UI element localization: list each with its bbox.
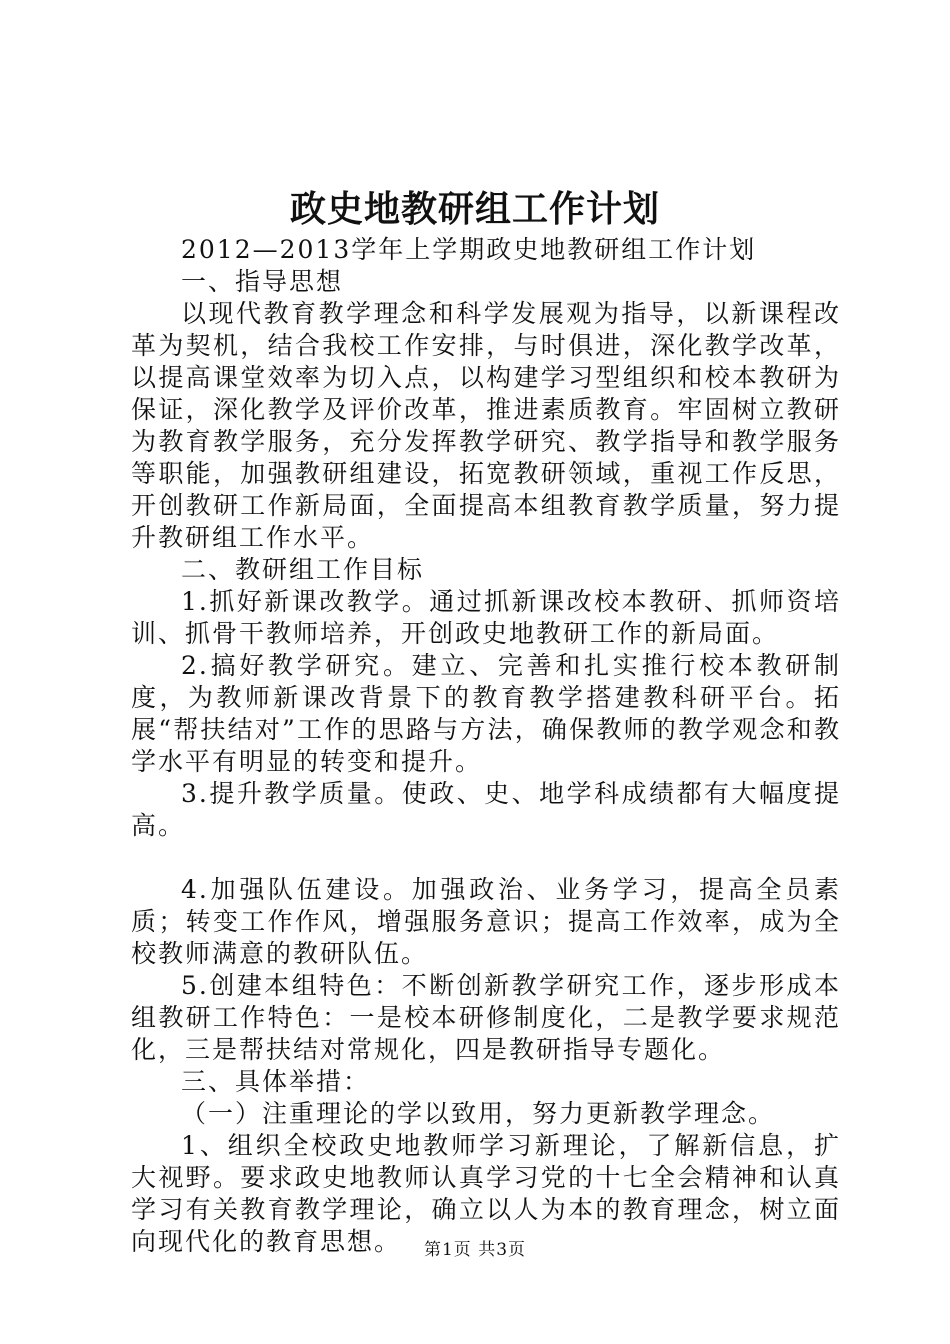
goal-paragraph-5: 5.创建本组特色：不断创新教学研究工作，逐步形成本组教研工作特色：一是校本研修制度化，二是教学要求规范化，三是帮扶结对常规化，四是教研指导专题化。 [131, 971, 841, 1064]
section-heading-guiding-ideology: 一、指导思想 [181, 267, 344, 296]
section-heading-work-goals: 二、教研组工作目标 [181, 555, 425, 584]
goal-paragraph-1: 1.抓好新课改教学。通过抓新课改校本教研、抓师资培训、抓骨干教师培养，开创政史地教研工作的新局面。 [131, 587, 841, 648]
paragraph-spacer [131, 842, 841, 874]
goal-paragraph-4: 4.加强队伍建设。加强政治、业务学习，提高全员素质；转变工作作风，增强服务意识；提高工作效率，成为全校教师满意的教研队伍。 [131, 875, 841, 968]
subtitle-paragraph: 2012—2013学年上学期政史地教研组工作计划 [181, 235, 757, 264]
goal-paragraph-2: 2.搞好教学研究。建立、完善和扎实推行校本教研制度，为教师新课改背景下的教育教学搭建教科研平台。拓展“帮扶结对”工作的思路与方法，确保教师的教学观念和教学水平有明显的转变和提升。 [131, 651, 841, 776]
measure-paragraph-1: 1、组织全校政史地教师学习新理论，了解新信息，扩大视野。要求政史地教师认真学习党的十七全会精神和认真学习有关教育教学理论，确立以人为本的教育理念，树立面向现代化的教育思想。 [131, 1131, 841, 1256]
document-body [131, 234, 841, 1258]
goal-paragraph-3: 3.提升教学质量。使政、史、地学科成绩都有大幅度提高。 [131, 779, 841, 840]
section-heading-measures: 三、具体举措： [181, 1067, 371, 1096]
guiding-ideology-paragraph: 以现代教育教学理念和科学发展观为指导，以新课程改革为契机，结合我校工作安排，与时俱进，深化教学改革，以提高课堂效率为切入点，以构建学习型组织和校本教研为保证，深化教学及评价改革，推进素质教育。牢固树立教研为教育教学服务，充分发挥教学研究、教学指导和教学服务等职能，加强教研组建设，拓宽教研领域，重视工作反思，开创教研工作新局面，全面提高本组教育教学质量，努力提升教研组工作水平。 [131, 299, 841, 552]
measure-subheading-1: （一）注重理论的学以致用，努力更新教学理念。 [181, 1099, 776, 1128]
document-title: 政史地教研组工作计划 [289, 188, 660, 230]
page-footer: 第1页 共3页 [423, 1240, 527, 1260]
